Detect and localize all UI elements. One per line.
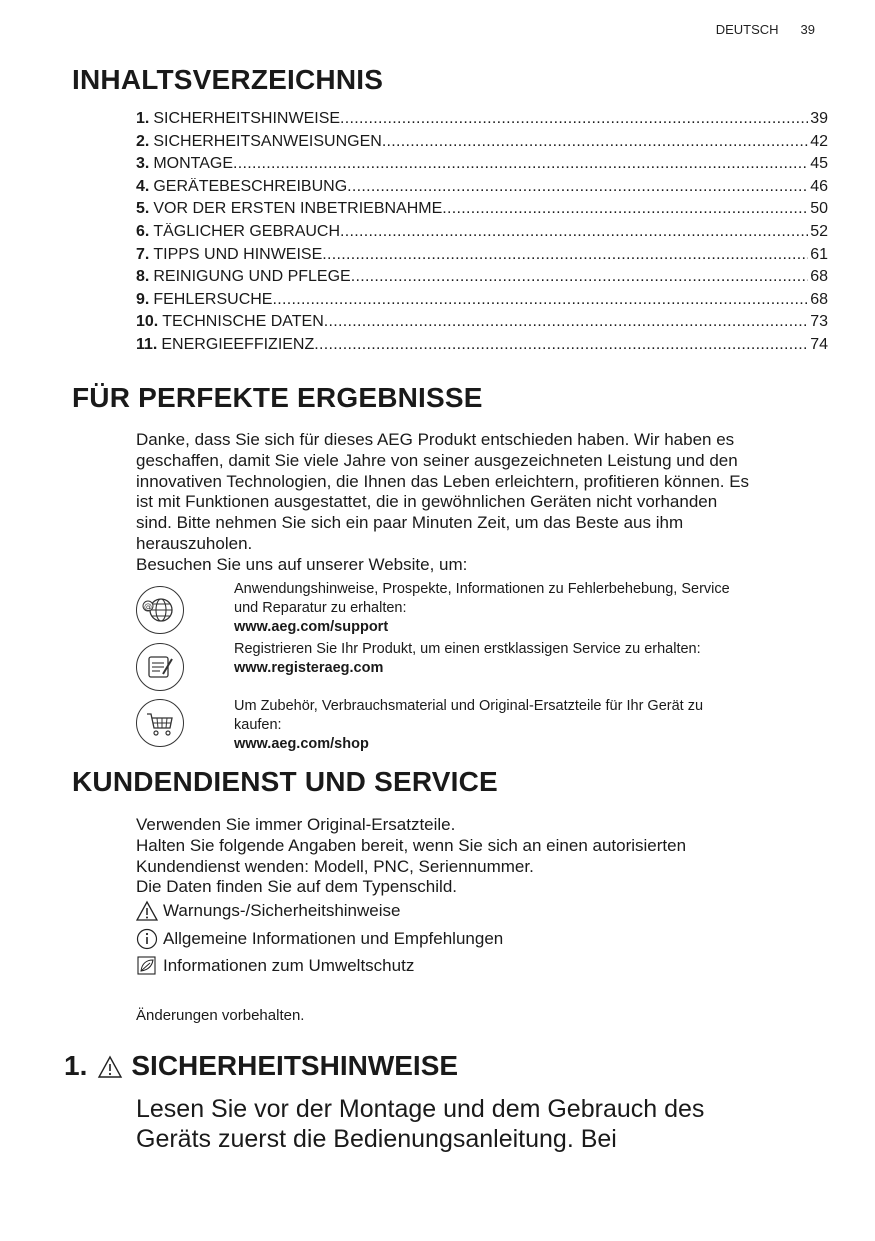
symbol-legend-info: [136, 928, 503, 950]
toc-item-number: 6.: [136, 222, 150, 240]
toc-leader: [322, 246, 808, 264]
web-item-text: [234, 697, 824, 754]
intro-line: innovativen Technologien, die Ihnen das Leben erleichtern, profitieren können. Es: [136, 471, 750, 491]
toc-item-page: 73: [810, 313, 828, 331]
safety-line: Geräts zuerst die Bedienungsanleitung. Bei: [136, 1125, 617, 1153]
toc-item-label: FEHLERSUCHE: [153, 290, 273, 308]
toc-item-number: 2.: [136, 132, 150, 150]
service-paragraph: [136, 815, 826, 898]
safety-intro-text: [136, 1094, 836, 1154]
toc-item[interactable]: [136, 155, 828, 178]
visit-line: Besuchen Sie uns auf unserer Website, um:: [136, 554, 468, 574]
toc-item-label: VOR DER ERSTEN INBETRIEBNAHME: [153, 200, 443, 218]
toc-item[interactable]: [136, 313, 828, 336]
toc-item-number: 7.: [136, 245, 150, 263]
toc-item[interactable]: [136, 268, 828, 291]
web-item-line: Um Zubehör, Verbrauchsmaterial und Original-Ersatzteile für Ihr Gerät zu: [234, 698, 704, 714]
warning-icon: [136, 900, 158, 922]
support-link[interactable]: www.aeg.com/support: [234, 619, 389, 635]
svg-text:@: @: [144, 602, 152, 611]
globe-icon: [136, 586, 184, 634]
section-title-text: SICHERHEITSHINWEISE: [131, 1050, 459, 1081]
toc-item[interactable]: [136, 110, 828, 133]
service-line: Halten Sie folgende Angaben bereit, wenn Sie sich an einen autorisierten: [136, 835, 687, 855]
intro-line: ist mit Funktionen ausgestattet, die in gewöhnlichen Geräten nicht vorhanden: [136, 492, 718, 512]
toc-item-label: TECHNISCHE DATEN: [162, 313, 324, 331]
toc-leader: [351, 268, 809, 286]
toc-item-label: GERÄTEBESCHREIBUNG: [153, 177, 348, 195]
web-item-line: kaufen:: [234, 717, 282, 733]
register-link[interactable]: www.registeraeg.com: [234, 660, 384, 676]
safety-section-title: [64, 1050, 458, 1082]
language-label: DEUTSCH: [715, 22, 779, 37]
toc-item-page: 68: [810, 290, 828, 308]
toc-item-page: 68: [810, 268, 828, 286]
toc-item[interactable]: [136, 223, 828, 246]
toc-item[interactable]: [136, 133, 828, 156]
service-line: Verwenden Sie immer Original-Ersatzteile.: [136, 815, 456, 834]
web-item-line: Anwendungshinweise, Prospekte, Informationen zu Fehlerbehebung, Service: [234, 581, 730, 597]
register-icon: [136, 643, 184, 691]
section-number: 1.: [64, 1050, 88, 1081]
customer-service-title: KUNDENDIENST UND SERVICE: [72, 766, 498, 797]
toc-item-page: 52: [810, 222, 828, 240]
toc-item-number: 5.: [136, 200, 150, 218]
toc-item-number: 1.: [136, 110, 150, 127]
shopping-cart-icon: [136, 699, 184, 747]
symbol-label: Warnungs-/Sicherheitshinweise: [163, 901, 401, 920]
toc-item[interactable]: [136, 200, 828, 223]
toc-leader: [233, 155, 808, 173]
symbol-label: Allgemeine Informationen und Empfehlungen: [163, 929, 504, 948]
toc-item-label: SICHERHEITSANWEISUNGEN: [153, 132, 382, 150]
toc-item-label: SICHERHEITSHINWEISE: [153, 110, 341, 127]
toc-title: INHALTSVERZEICHNIS: [72, 64, 384, 95]
perfect-results-title: FÜR PERFEKTE ERGEBNISSE: [72, 382, 483, 413]
service-line: Kundendienst wenden: Modell, PNC, Seriennummer.: [136, 856, 534, 876]
toc-item-page: 39: [810, 110, 828, 127]
toc-leader: [347, 178, 808, 196]
toc-leader: [442, 200, 808, 218]
intro-line: Danke, dass Sie sich für dieses AEG Produkt entschieden haben. Wir haben es: [136, 430, 735, 449]
toc-leader: [272, 291, 808, 309]
intro-line: herauszuholen.: [136, 533, 253, 553]
page-number: 39: [800, 22, 815, 37]
web-item-text: [234, 580, 824, 637]
toc-leader: [382, 133, 808, 151]
toc-item-label: TÄGLICHER GEBRAUCH: [153, 222, 341, 240]
intro-line: geschaffen, damit Sie viele Jahre von seiner ausgezeichneten Leistung und den: [136, 450, 738, 470]
toc-item-number: 9.: [136, 290, 150, 308]
web-item-text: [234, 640, 824, 678]
symbol-label: Informationen zum Umweltschutz: [163, 956, 415, 975]
intro-paragraph: [136, 430, 826, 576]
web-item-line: Registrieren Sie Ihr Produkt, um einen erstklassigen Service zu erhalten:: [234, 641, 701, 657]
toc-item-label: TIPPS UND HINWEISE: [153, 245, 323, 263]
environment-leaf-icon: [136, 955, 158, 977]
toc-item-page: 74: [810, 335, 828, 353]
toc-item-label: MONTAGE: [153, 155, 234, 173]
service-line: Die Daten finden Sie auf dem Typenschild.: [136, 877, 457, 897]
toc-item[interactable]: [136, 336, 828, 359]
toc-item[interactable]: [136, 246, 828, 269]
symbol-legend-environment: [136, 955, 414, 977]
table-of-contents: [136, 110, 828, 359]
toc-item-number: 3.: [136, 155, 150, 173]
symbol-legend-warning: [136, 900, 400, 922]
toc-item-number: 4.: [136, 177, 150, 195]
shop-link[interactable]: www.aeg.com/shop: [234, 736, 369, 752]
toc-leader: [324, 313, 808, 331]
toc-item-page: 46: [810, 177, 828, 195]
changes-reserved-note: Änderungen vorbehalten.: [136, 1007, 305, 1024]
toc-item[interactable]: [136, 291, 828, 314]
info-icon: [136, 928, 158, 950]
toc-item-page: 61: [810, 245, 828, 263]
toc-item-label: REINIGUNG UND PFLEGE: [153, 268, 351, 286]
toc-item-page: 42: [810, 132, 828, 150]
page-header: [716, 22, 815, 37]
safety-line: Lesen Sie vor der Montage und dem Gebrauch des: [136, 1095, 705, 1123]
toc-item-label: ENERGIEEFFIZIENZ: [161, 335, 315, 353]
warning-icon: [97, 1054, 123, 1078]
intro-line: sind. Bitte nehmen Sie sich ein paar Minuten Zeit, um das Beste aus ihm: [136, 513, 684, 533]
toc-item-number: 11.: [136, 335, 158, 353]
toc-item-number: 10.: [136, 313, 159, 331]
toc-item-page: 45: [810, 155, 828, 173]
toc-leader: [314, 336, 808, 354]
toc-item-number: 8.: [136, 268, 150, 286]
web-item-line: und Reparatur zu erhalten:: [234, 600, 407, 616]
toc-leader: [340, 223, 808, 241]
toc-item-page: 50: [810, 200, 828, 218]
toc-item[interactable]: [136, 178, 828, 201]
toc-leader: [340, 110, 808, 128]
